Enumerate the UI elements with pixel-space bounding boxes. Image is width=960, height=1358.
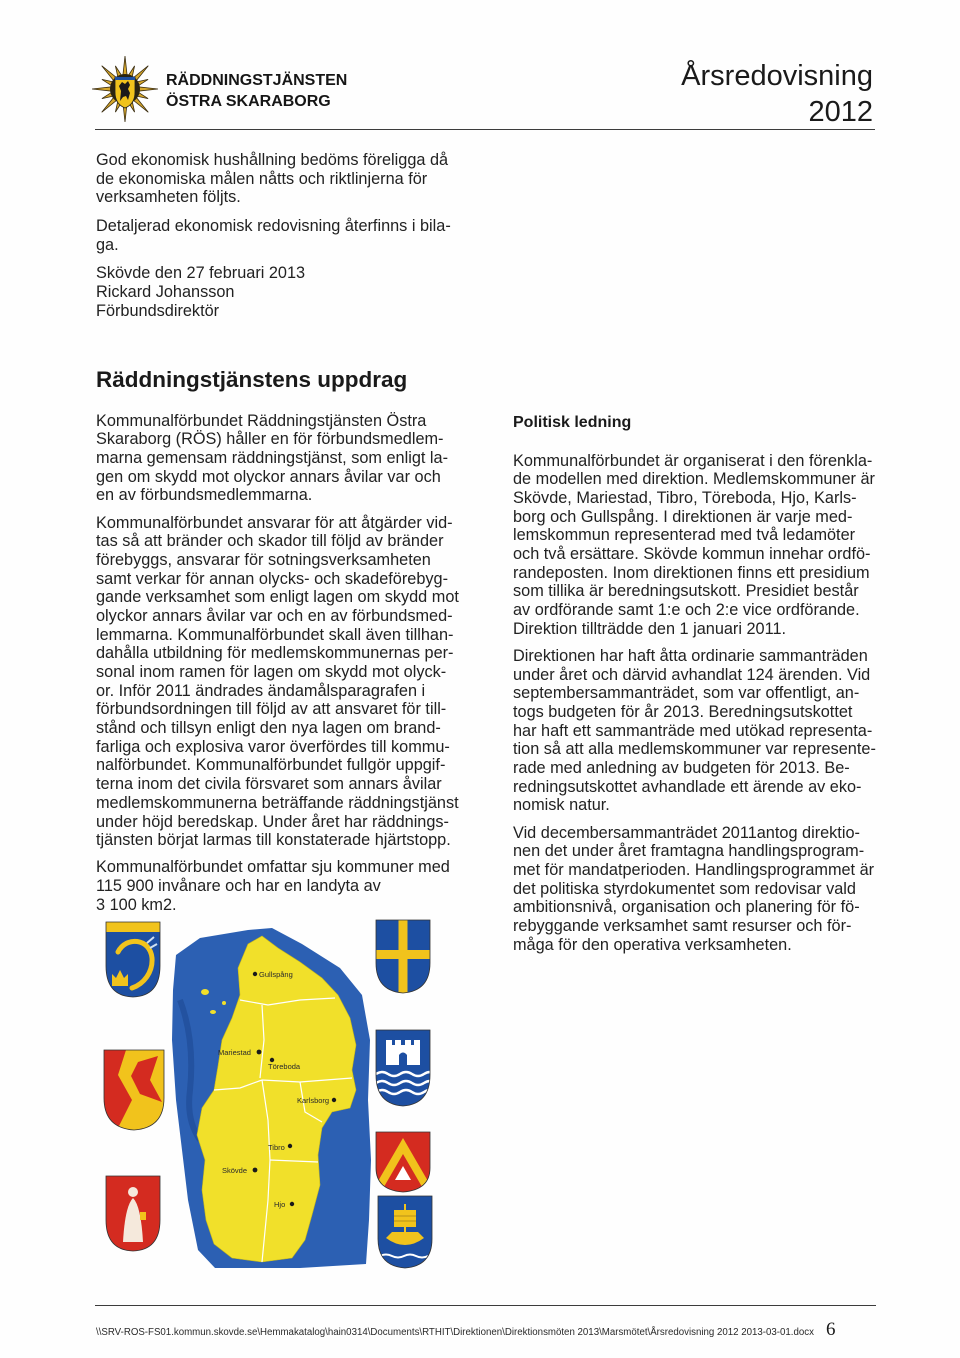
text-line: tion så att alla medlemskommuner var represente-: [513, 740, 876, 759]
text-line: Kommunalförbundet ansvarar för att åtgärder vid-: [96, 513, 453, 532]
text-line: 115 900 invånare och har en landyta av: [96, 877, 381, 896]
text-line: under höjd beredskap. Under året har räddnings-: [96, 812, 449, 831]
rescue-service-emblem-icon: [92, 55, 158, 123]
text-line: met för mandatperioden. Handlingsprogrammet är: [513, 861, 875, 880]
town-dot-karlsborg: [332, 1098, 336, 1102]
text-line: Kommunalförbundet är organiserat i den förenkla-: [513, 451, 873, 470]
paragraph: [96, 217, 486, 254]
text-line: septembersammanträdet, som var offentligt, an-: [513, 684, 860, 703]
municipality-map: [95, 915, 440, 1275]
text-line: medlemskommunerna beträffande räddningstjänst: [96, 793, 459, 812]
header-divider: [95, 129, 875, 130]
map-label-hjo: Hjo: [274, 1200, 286, 1209]
text-line: stånd och tillsyn enligt den nya lagen om brand-: [96, 719, 441, 738]
text-line: randeposten. Inom direktionen finns ett presidium: [513, 563, 870, 582]
right-column-text: [513, 452, 913, 963]
text-line: dahålla utbildning för medlemskommunernas per-: [96, 644, 454, 663]
emblem-blue-band: [115, 77, 135, 80]
map-label-karlsborg: Karlsborg: [297, 1096, 330, 1105]
text-line: Direktionen har haft åtta ordinarie sammanträden: [513, 646, 868, 665]
text-line: Kommunalförbundet omfattar sju kommuner med: [96, 858, 450, 877]
text-line: en av förbundsmedlemmarna.: [96, 486, 313, 505]
town-dot-mariestad: [257, 1050, 262, 1055]
text-line: marna gemensam räddningstjänst, som enligt la-: [96, 448, 449, 467]
text-line: togs budgeten för år 2013. Beredningsutskottet: [513, 703, 853, 722]
text-line: som tillika är beredningsutskott. Presidiet består: [513, 582, 859, 601]
town-dot-gullspang: [253, 972, 257, 976]
text-line: det politiska styrdokumentet som redovisar vald: [513, 879, 856, 898]
text-line: Rickard Johansson: [96, 283, 235, 302]
saint-figure-shield-icon: [106, 1176, 160, 1252]
text-line: Skövde, Mariestad, Tibro, Töreboda, Hjo, Karls-: [513, 488, 857, 507]
map-label-toreboda: Töreboda: [268, 1062, 301, 1071]
text-line: tas så att bränder och skador till följd av bränder: [96, 532, 444, 551]
red-gold-shield-icon: [104, 1050, 164, 1132]
text-line: under året och därvid avhandlat 124 ärenden. Vid: [513, 665, 871, 684]
text-line: verksamheten följts.: [96, 188, 241, 207]
castle-waves-shield-icon: [376, 1030, 436, 1108]
organization-name-line2: ÖSTRA SKARABORG: [166, 92, 331, 110]
document-title: Årsredovisning: [681, 60, 873, 92]
text-line: gande verksamhet som enligt lagen om skydd mot: [96, 588, 459, 607]
section-heading: Räddningstjänstens uppdrag: [96, 367, 408, 392]
text-line: redningsutskottet avhandlade ett ärende av eko-: [513, 777, 862, 796]
organization-name-line1: RÄDDNINGSTJÄNSTEN: [166, 71, 348, 89]
intro-text: [96, 151, 486, 331]
text-line: har haft ett sammanträde med utökad representa-: [513, 721, 873, 740]
text-line: de modellen med direktion. Medlemskommuner är: [513, 470, 875, 489]
text-line: Vid decembersammanträdet 2011antog direktio-: [513, 823, 860, 842]
text-line: ambitionsnivå, organisation och planering för fö-: [513, 898, 860, 917]
ship-shield-icon: [378, 1196, 432, 1270]
text-line: de ekonomiska målen nåtts och riktlinjerna för: [96, 169, 428, 188]
text-line: tjänsten börjat larmas till konstaterade hjärtstopp.: [96, 831, 451, 850]
text-line: lemskommun representerad med två ledamöter: [513, 526, 856, 545]
text-line: gen om skydd mot olyckor annars åvilar var och: [96, 467, 441, 486]
text-line: och två ersättare. Skövde kommun innehar ordfö-: [513, 545, 871, 564]
text-line: Skaraborg (RÖS) håller en för förbundsmedlem-: [96, 430, 444, 449]
text-line: borg och Gullspång. I direktionen är varje med-: [513, 507, 853, 526]
fish-crown-shield-icon: [106, 922, 160, 998]
text-line: förebyggs, ansvarar för sotningsverksamheten: [96, 550, 431, 569]
map-label-tibro: Tibro: [268, 1143, 285, 1152]
text-line: olyckor annars åvilar var och en av förbundsmed-: [96, 606, 453, 625]
town-dot-skovde: [253, 1168, 258, 1173]
text-line: nalförbundet. Kommunalförbundet fullgör uppgif-: [96, 756, 446, 775]
footer-divider: [95, 1305, 876, 1306]
map-label-skovde: Skövde: [222, 1166, 248, 1175]
footer-file-path: \\SRV-ROS-FS01.kommun.skovde.se\Hemmakatalog\hain0314\Documents\RTHIT\Direktionen\Direktionsmöten 2013\Marsmötet\Årsredovisning 2012 2013-03-01.docx: [96, 1327, 814, 1338]
map-island: [201, 989, 209, 995]
text-line: farliga och explosiva varor överfördes till kommu-: [96, 737, 450, 756]
text-line: nomisk natur.: [513, 796, 610, 815]
map-label-gullspang: Gullspång: [259, 970, 293, 979]
text-line: Detaljerad ekonomisk redovisning återfinns i bila-: [96, 217, 451, 236]
text-line: av ordförande samt 1:e och 2:e vice ordförande.: [513, 601, 860, 620]
town-dot-tibro: [288, 1144, 292, 1148]
text-line: rebyggande verksamhet samt resurser och för-: [513, 917, 852, 936]
text-line: Kommunalförbundet Räddningstjänsten Östra: [96, 411, 427, 430]
text-line: terna inom det civila försvaret som annars åvilar: [96, 775, 442, 794]
paragraph: [96, 412, 491, 505]
text-line: sonal inom ramen för lagen om skydd mot olyck-: [96, 663, 447, 682]
paragraph: [96, 264, 486, 320]
chevron-shield-icon: [376, 1132, 430, 1194]
text-line: förbundsordningen till följd av att ansvaret för till-: [96, 700, 447, 719]
page-number: 6: [826, 1319, 836, 1340]
paragraph: [96, 151, 486, 207]
text-line: Skövde den 27 februari 2013: [96, 264, 306, 283]
text-line: Direktion tillträdde den 1 januari 2011.: [513, 619, 787, 638]
text-line: ga.: [96, 235, 119, 254]
text-line: rade med anledning av budgeten för 2013. Be-: [513, 759, 850, 778]
map-island: [222, 1001, 226, 1005]
text-line: Förbundsdirektör: [96, 301, 220, 320]
paragraph: [513, 824, 913, 955]
paragraph: [513, 647, 913, 815]
left-column-text: [96, 412, 491, 923]
paragraph: [96, 514, 491, 850]
gold-cross-shield-icon: [376, 920, 430, 994]
text-line: lemmarna. Kommunalförbundet skall även tillhan-: [96, 625, 454, 644]
text-line: samt verkar för annan olycks- och skadeförebyg-: [96, 569, 449, 588]
town-dot-hjo: [290, 1202, 294, 1206]
text-line: måga för den operativa verksamheten.: [513, 935, 792, 954]
map-label-mariestad: Mariestad: [218, 1048, 251, 1057]
paragraph: [513, 452, 913, 639]
paragraph: [96, 858, 491, 914]
text-line: nen det under året framtagna handlingsprogram-: [513, 842, 865, 861]
text-line: or. Inför 2011 ändrades ändamålsparagrafen i: [96, 681, 426, 700]
text-line: God ekonomisk hushållning bedöms föreligga då: [96, 151, 449, 169]
document-year: 2012: [808, 96, 873, 128]
organization-name: [166, 70, 347, 112]
map-island: [210, 1010, 216, 1014]
right-column-heading: Politisk ledning: [513, 413, 632, 431]
text-line: 3 100 km2.: [96, 895, 177, 914]
